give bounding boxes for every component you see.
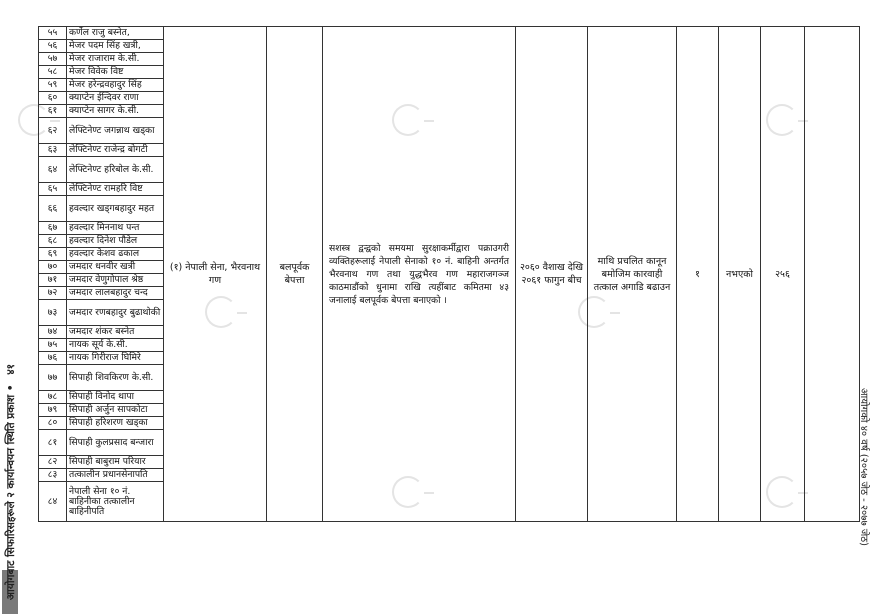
- row-number: ६६: [39, 196, 67, 222]
- row-number: ६५: [39, 183, 67, 196]
- row-number: ८२: [39, 456, 67, 469]
- row-number: ६९: [39, 248, 67, 261]
- row-number: ५६: [39, 40, 67, 53]
- row-number: ७४: [39, 326, 67, 339]
- status-cell: नभएको: [719, 27, 761, 522]
- row-number: ६०: [39, 92, 67, 105]
- row-number: ७२: [39, 287, 67, 300]
- person-name: जमदार वेणुगोपाल श्रेष्ठ: [67, 274, 164, 287]
- recommendation-cell: माथि प्रचलित कानून बमोजिम कारवाही तत्काल अगाडि बढाउन: [588, 27, 677, 522]
- row-number: ६२: [39, 118, 67, 144]
- person-name: जमदार धनवीर खत्री: [67, 261, 164, 274]
- person-name: तत्कालीन प्रधानसेनापति: [67, 469, 164, 482]
- row-number: ८१: [39, 430, 67, 456]
- person-name: हवल्दार मिननाथ पन्त: [67, 222, 164, 235]
- records-table: [38, 26, 860, 522]
- person-name: नेपाली सेना १० नं. बाहिनीका तत्कालीन बाहिनीपति: [67, 482, 164, 522]
- row-number: ७८: [39, 391, 67, 404]
- right-running-header: आयोगको ४० वर्ष (२०५७ जेठ - २०७७ जेठ): [858, 388, 869, 546]
- person-name: लेफ्टिनेण्ट जगन्नाथ खड्का: [67, 118, 164, 144]
- left-running-title: आयोगबाट सिफारिसहरूले २ कार्यान्वयन स्थिति प्रकाश •: [5, 384, 17, 600]
- row-number: ७७: [39, 365, 67, 391]
- person-name: लेफ्टिनेण्ट रामहरि विष्ट: [67, 183, 164, 196]
- row-number: ६३: [39, 144, 67, 157]
- row-number: ६४: [39, 157, 67, 183]
- person-name: जमदार लालबहादुर चन्द: [67, 287, 164, 300]
- page-number: ४१: [5, 363, 17, 375]
- row-number: ७०: [39, 261, 67, 274]
- person-name: मेजर पदम सिंह खत्री,: [67, 40, 164, 53]
- reference-cell: २५६: [761, 27, 805, 522]
- row-number: ५९: [39, 79, 67, 92]
- table-body: [39, 27, 860, 522]
- person-name: हवल्दार केशव ढकाल: [67, 248, 164, 261]
- row-number: ७३: [39, 300, 67, 326]
- person-name: मेजर विवेक विष्ट: [67, 66, 164, 79]
- person-name: मेजर राजाराम के.सी.: [67, 53, 164, 66]
- person-name: सिपाही हरिशरण खड्का: [67, 417, 164, 430]
- row-number: ६७: [39, 222, 67, 235]
- person-name: नायक सूर्य के.सी.: [67, 339, 164, 352]
- left-running-header: [4, 364, 18, 600]
- person-name: जमदार शंकर बस्नेत: [67, 326, 164, 339]
- row-number: ५५: [39, 27, 67, 40]
- row-number: ८०: [39, 417, 67, 430]
- description-cell: सशस्त्र द्वन्द्वको समयमा सुरक्षाकर्मीद्वारा पक्राउगरी व्यक्तिहरूलाई नेपाली सेनाको १० नं. बाहिनी अन्तर्गत भैरवनाथ गण तथा युद्धभैरव गण महाराजगञ्ज काठमाडौंको धुनामा राखि त्यहींबाट कमितमा ४३ जनालाई बलपूर्वक बेपत्ता बनाएको ।: [323, 27, 516, 522]
- person-name: लेफ्टिनेण्ट हरिबोल के.सी.: [67, 157, 164, 183]
- person-name: सिपाही शिवकिरण के.सी.: [67, 365, 164, 391]
- person-name: क्याप्टेन ईन्दिवर राणा: [67, 92, 164, 105]
- incident-type-cell: बलपूर्वक बेपत्ता: [267, 27, 323, 522]
- empty-cell: [805, 27, 860, 522]
- person-name: सिपाही बाबुराम परियार: [67, 456, 164, 469]
- row-number: ७६: [39, 352, 67, 365]
- person-name: हवल्दार खड्गबहादुर महत: [67, 196, 164, 222]
- org-cell: (१) नेपाली सेना, भैरवनाथ गण: [164, 27, 267, 522]
- person-name: लेफ्टिनेण्ट राजेन्द्र बोगटी: [67, 144, 164, 157]
- row-number: ५७: [39, 53, 67, 66]
- row-number: ७९: [39, 404, 67, 417]
- date-cell: २०६० वैशाख देखि २०६१ फागुन बीच: [516, 27, 588, 522]
- person-name: हवल्दार दिनेश पौडेल: [67, 235, 164, 248]
- person-name: कर्णेल राजु बस्नेत,: [67, 27, 164, 40]
- row-number: ५८: [39, 66, 67, 79]
- table-row: [39, 27, 860, 40]
- person-name: सिपाही कुलप्रसाद बन्जारा: [67, 430, 164, 456]
- person-name: सिपाही विनोद थापा: [67, 391, 164, 404]
- row-number: ८३: [39, 469, 67, 482]
- person-name: जमदार रणबहादुर बुढाथोकी: [67, 300, 164, 326]
- row-number: ६१: [39, 105, 67, 118]
- row-number: ७५: [39, 339, 67, 352]
- row-number: ८४: [39, 482, 67, 522]
- person-name: मेजर हरेन्द्रवहादुर सिंह: [67, 79, 164, 92]
- row-number: ६८: [39, 235, 67, 248]
- person-name: क्याप्टेन सागर के.सी.: [67, 105, 164, 118]
- count-cell: १: [677, 27, 719, 522]
- person-name: नायक गिरीराज घिमिरे: [67, 352, 164, 365]
- row-number: ७१: [39, 274, 67, 287]
- person-name: सिपाही अर्जुन सापकोटा: [67, 404, 164, 417]
